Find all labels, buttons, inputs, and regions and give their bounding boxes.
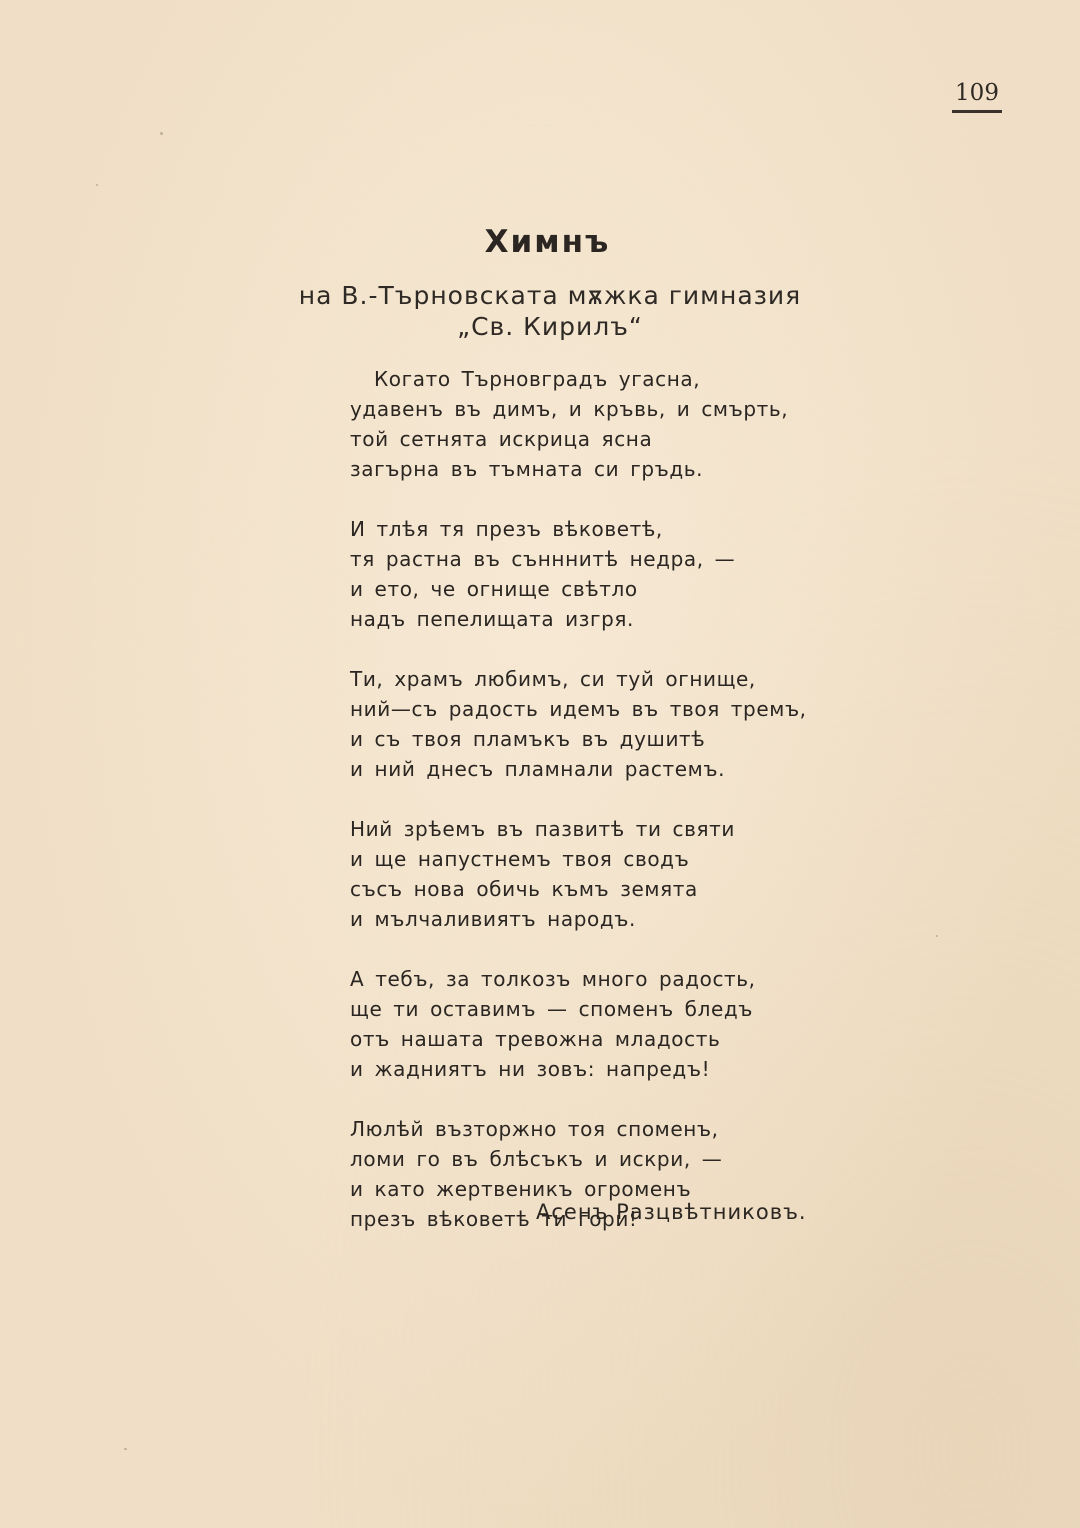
stanza-5 (350, 964, 810, 1084)
poem-line: тя растна въ сънннитѣ недра, — (350, 547, 736, 571)
poem-line: и мълчаливиятъ народъ. (350, 907, 636, 931)
poem-subtitle-line1: на В.-Търновската мѫжка гимназия (298, 281, 802, 310)
paper-speck (936, 935, 938, 937)
poem-subtitle-line2: „Св. Кирилъ“ (457, 312, 643, 341)
paper-speck (160, 132, 163, 135)
poem-line: Люлѣй възторжно тоя споменъ, (350, 1117, 719, 1141)
poem-line: Ти, храмъ любимъ, си туй огнище, (350, 667, 756, 691)
poem-title: Химнъ (484, 224, 611, 260)
poem-line: и ето, че огнище свѣтло (350, 577, 638, 601)
poem-line: отъ нашата тревожна младость (350, 1027, 721, 1051)
stanza-3 (350, 664, 810, 784)
poem-line: и ний днесъ пламнали растемъ. (350, 757, 726, 781)
poem-body (350, 364, 810, 1264)
poem-line: Ний зрѣемъ въ пазвитѣ ти святи (350, 817, 735, 841)
page-number: 109 (952, 80, 1002, 113)
poem-line: и ще напустнемъ твоя сводъ (350, 847, 690, 871)
poem-line: съсъ нова обичь къмъ земята (350, 877, 698, 901)
poem-line: ний—съ радость идемъ въ твоя тремъ, (350, 697, 807, 721)
poem-line: удавенъ въ димъ, и кръвь, и смърть, (350, 397, 789, 421)
poem-line: и като жертвеникъ огроменъ (350, 1177, 692, 1201)
poem-line: надъ пепелищата изгря. (350, 607, 634, 631)
poem-line: ломи го въ блѣсъкъ и искри, — (350, 1147, 723, 1171)
poem-author: Асенъ Разцвѣтниковъ. (536, 1200, 807, 1224)
poem-line: презъ вѣковетѣ ти гори! (350, 1207, 638, 1231)
paper-speck (96, 184, 98, 186)
poem-line: И тлѣя тя презъ вѣковетѣ, (350, 517, 663, 541)
paper-speck (124, 1448, 127, 1450)
poem-line: и жадниятъ ни зовъ: напредъ! (350, 1057, 711, 1081)
poem-line: ще ти оставимъ — споменъ бледъ (350, 997, 754, 1021)
poem-line: и съ твоя пламъкъ въ душитѣ (350, 727, 706, 751)
poem-line: той сетнята искрица ясна (350, 427, 653, 451)
poem-line: А тебъ, за толкозъ много радость, (350, 967, 756, 991)
stanza-2 (350, 514, 810, 634)
poem-line: загърна въ тъмната си гръдь. (350, 457, 704, 481)
stanza-1 (350, 364, 810, 484)
stanza-4 (350, 814, 810, 934)
poem-line: Когато Търновградъ угасна, (374, 367, 701, 391)
